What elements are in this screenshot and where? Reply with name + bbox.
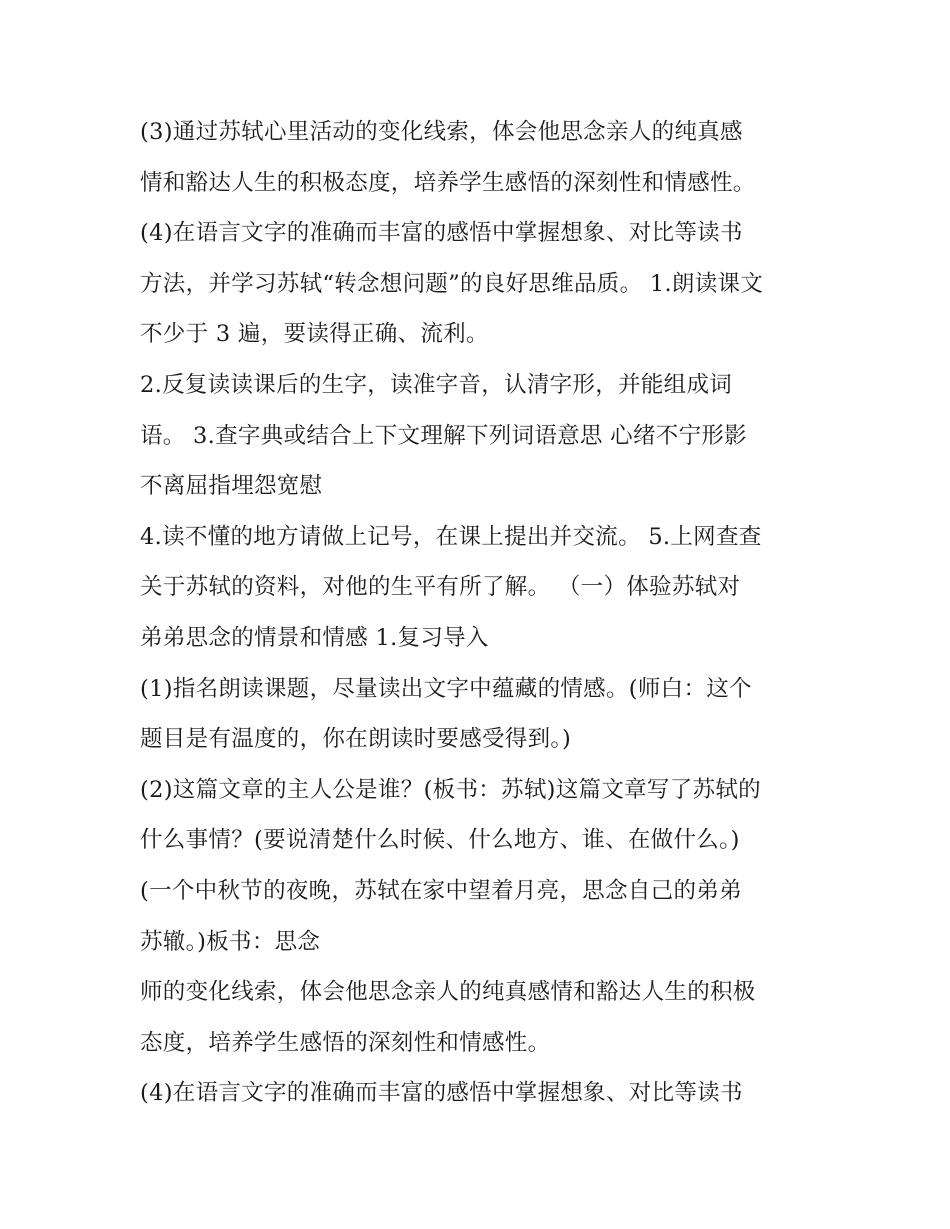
text-line: 2.反复读读课后的生字，读准字音，认清字形，并能组成词	[140, 371, 733, 398]
text-line: 关于苏轼的资料，对他的生平有所了解。 （一）体验苏轼对	[140, 574, 741, 601]
text-line: 态度，培养学生感悟的深刻性和情感性。	[140, 1029, 551, 1056]
text-line: 题目是有温度的，你在朗读时要感受得到。)	[140, 726, 572, 753]
text-line: 语。 3.查字典或结合上下文理解下列词语意思 心绪不宁形影	[140, 422, 747, 449]
text-line: 不少于 3 遍，要读得正确、流利。	[140, 321, 489, 348]
text-line: (2)这篇文章的主人公是谁？(板书：苏轼)这篇文章写了苏轼的	[140, 776, 761, 803]
text-line: 情和豁达人生的积极态度，培养学生感悟的深刻性和情感性。	[140, 169, 756, 196]
text-line: (1)指名朗读课题，尽量读出文字中蕴藏的情感。(师白：这个	[140, 675, 752, 702]
text-line: 4.读不懂的地方请做上记号，在课上提出并交流。 5.上网查查	[140, 523, 762, 550]
text-line: 什么事情？(要说清楚什么时候、什么地方、谁、在做什么。)	[140, 827, 740, 854]
document-body	[140, 107, 820, 1119]
text-line: 弟弟思念的情景和情感 1.复习导入	[140, 624, 489, 651]
text-line: 师的变化线索，体会他思念亲人的纯真感情和豁达人生的积极	[140, 979, 756, 1006]
text-line: 苏辙。)板书：思念	[140, 928, 321, 955]
text-line: (3)通过苏轼心里活动的变化线索，体会他思念亲人的纯真感	[140, 119, 743, 145]
text-line: (一个中秋节的夜晚，苏轼在家中望着月亮，思念自己的弟弟	[140, 877, 742, 904]
text-line: 方法，并学习苏轼“转念想问题”的良好思维品质。 1.朗读课文	[140, 270, 764, 297]
text-line: 不离屈指埋怨宽慰	[140, 473, 323, 500]
text-line: (4)在语言文字的准确而丰富的感悟中掌握想象、对比等读书	[140, 220, 743, 247]
text-line: (4)在语言文字的准确而丰富的感悟中掌握想象、对比等读书	[140, 1080, 743, 1107]
